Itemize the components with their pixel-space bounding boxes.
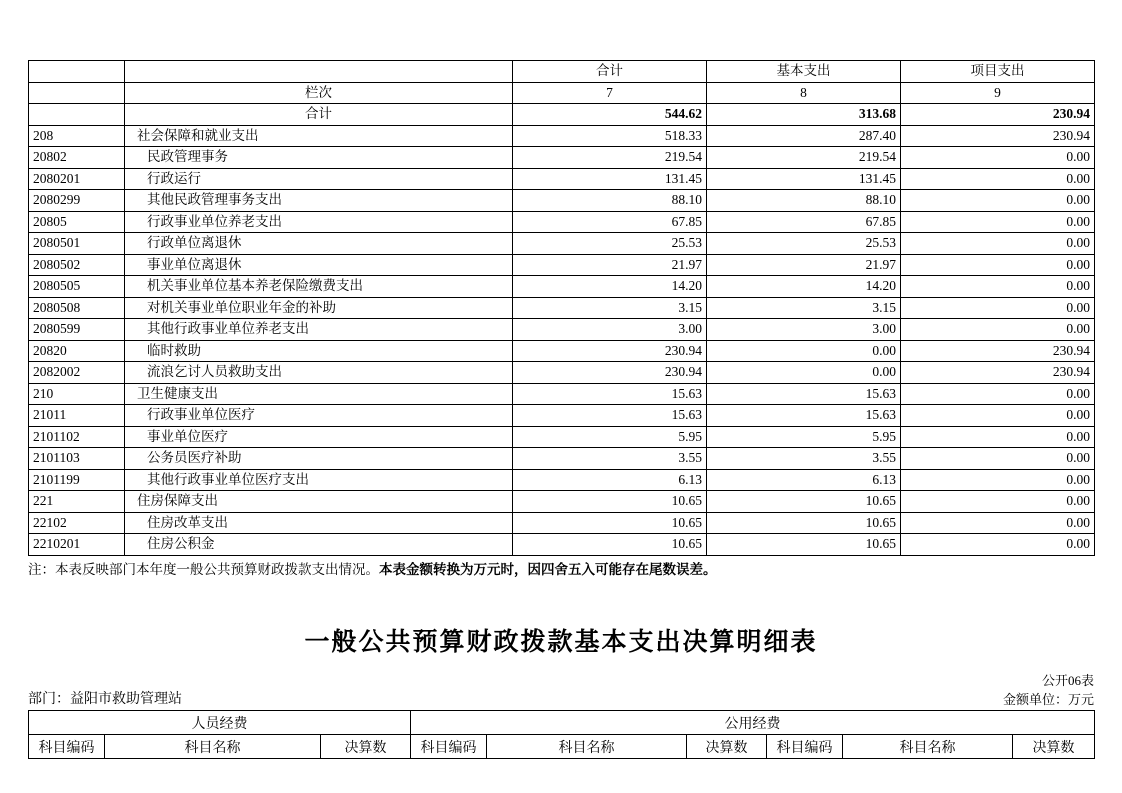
table-row bbox=[29, 168, 1095, 190]
cell-subject-name: 行政事业单位养老支出 bbox=[125, 211, 513, 233]
cell-total: 3.55 bbox=[513, 448, 707, 470]
cell-subject-code: 2101103 bbox=[29, 448, 125, 470]
cell-basic: 21.97 bbox=[707, 254, 901, 276]
total-blank bbox=[29, 104, 125, 126]
cell-subject-code: 208 bbox=[29, 125, 125, 147]
cell-project: 0.00 bbox=[901, 448, 1095, 470]
table-row bbox=[29, 383, 1095, 405]
cell-total: 25.53 bbox=[513, 233, 707, 255]
cell-project: 0.00 bbox=[901, 168, 1095, 190]
cell-basic: 6.13 bbox=[707, 469, 901, 491]
basic-expenditure-detail-table bbox=[28, 710, 1095, 759]
table-row bbox=[29, 448, 1095, 470]
cell-subject-code: 2210201 bbox=[29, 534, 125, 556]
cell-subject-name: 社会保障和就业支出 bbox=[125, 125, 513, 147]
table-row bbox=[29, 491, 1095, 513]
table-row bbox=[29, 426, 1095, 448]
cell-basic: 15.63 bbox=[707, 383, 901, 405]
col-header-name-3: 科目名称 bbox=[843, 735, 1013, 759]
cell-subject-code: 2082002 bbox=[29, 362, 125, 384]
cell-total: 230.94 bbox=[513, 340, 707, 362]
table-row bbox=[29, 512, 1095, 534]
cell-subject-name: 民政管理事务 bbox=[125, 147, 513, 169]
table-row bbox=[29, 190, 1095, 212]
cell-basic: 131.45 bbox=[707, 168, 901, 190]
cell-subject-code: 221 bbox=[29, 491, 125, 513]
cell-subject-name: 住房改革支出 bbox=[125, 512, 513, 534]
cell-total: 5.95 bbox=[513, 426, 707, 448]
header-blank-code bbox=[29, 61, 125, 83]
cell-project: 0.00 bbox=[901, 512, 1095, 534]
amount-unit-label: 金额单位：万元 bbox=[1002, 692, 1094, 708]
header-project: 项目支出 bbox=[901, 61, 1095, 83]
cell-project: 0.00 bbox=[901, 297, 1095, 319]
cell-project: 230.94 bbox=[901, 340, 1095, 362]
budget-expenditure-table bbox=[28, 60, 1095, 556]
col-header-name-1: 科目名称 bbox=[105, 735, 321, 759]
cell-project: 0.00 bbox=[901, 469, 1095, 491]
cell-total: 14.20 bbox=[513, 276, 707, 298]
table-row bbox=[29, 405, 1095, 427]
total-project: 230.94 bbox=[901, 104, 1095, 126]
col-number-7: 7 bbox=[513, 82, 707, 104]
col-header-name-2: 科目名称 bbox=[487, 735, 687, 759]
cell-basic: 3.15 bbox=[707, 297, 901, 319]
col-number-9: 9 bbox=[901, 82, 1095, 104]
cell-total: 219.54 bbox=[513, 147, 707, 169]
cell-subject-name: 机关事业单位基本养老保险缴费支出 bbox=[125, 276, 513, 298]
table-row bbox=[29, 362, 1095, 384]
cell-basic: 14.20 bbox=[707, 276, 901, 298]
cell-subject-name: 住房保障支出 bbox=[125, 491, 513, 513]
cell-project: 230.94 bbox=[901, 125, 1095, 147]
cell-basic: 67.85 bbox=[707, 211, 901, 233]
cell-subject-name: 临时救助 bbox=[125, 340, 513, 362]
cell-total: 10.65 bbox=[513, 534, 707, 556]
table-row bbox=[29, 297, 1095, 319]
table-row bbox=[29, 319, 1095, 341]
cell-project: 0.00 bbox=[901, 491, 1095, 513]
cell-basic: 10.65 bbox=[707, 534, 901, 556]
cell-total: 3.15 bbox=[513, 297, 707, 319]
cell-project: 0.00 bbox=[901, 319, 1095, 341]
cell-subject-code: 20805 bbox=[29, 211, 125, 233]
cell-subject-name: 其他行政事业单位医疗支出 bbox=[125, 469, 513, 491]
cell-basic: 287.40 bbox=[707, 125, 901, 147]
header-blank-name bbox=[125, 61, 513, 83]
cell-subject-code: 21011 bbox=[29, 405, 125, 427]
table-row bbox=[29, 147, 1095, 169]
col-header-code-3: 科目编码 bbox=[767, 735, 843, 759]
table-row bbox=[29, 534, 1095, 556]
form-number: 公开06表 bbox=[1041, 673, 1094, 689]
cell-total: 131.45 bbox=[513, 168, 707, 190]
cell-basic: 0.00 bbox=[707, 362, 901, 384]
table-row bbox=[29, 211, 1095, 233]
total-sum: 544.62 bbox=[513, 104, 707, 126]
cell-subject-code: 210 bbox=[29, 383, 125, 405]
cell-subject-name: 公务员医疗补助 bbox=[125, 448, 513, 470]
cell-subject-name: 流浪乞讨人员救助支出 bbox=[125, 362, 513, 384]
col-label-blank bbox=[29, 82, 125, 104]
col-header-amount-2: 决算数 bbox=[687, 735, 767, 759]
cell-basic: 10.65 bbox=[707, 491, 901, 513]
cell-basic: 219.54 bbox=[707, 147, 901, 169]
col-header-code-2: 科目编码 bbox=[411, 735, 487, 759]
cell-total: 230.94 bbox=[513, 362, 707, 384]
column-header-row bbox=[29, 735, 1095, 759]
cell-subject-code: 2080508 bbox=[29, 297, 125, 319]
cell-subject-code: 2101102 bbox=[29, 426, 125, 448]
cell-total: 67.85 bbox=[513, 211, 707, 233]
cell-project: 0.00 bbox=[901, 405, 1095, 427]
cell-total: 10.65 bbox=[513, 491, 707, 513]
table-row bbox=[29, 254, 1095, 276]
cell-subject-code: 2080505 bbox=[29, 276, 125, 298]
page-title: 一般公共预算财政拨款基本支出决算明细表 bbox=[304, 629, 818, 657]
col-header-amount-3: 决算数 bbox=[1013, 735, 1095, 759]
cell-subject-name: 住房公积金 bbox=[125, 534, 513, 556]
cell-total: 518.33 bbox=[513, 125, 707, 147]
cell-subject-name: 事业单位离退休 bbox=[125, 254, 513, 276]
cell-total: 3.00 bbox=[513, 319, 707, 341]
table-header-row bbox=[29, 61, 1095, 83]
cell-subject-name: 其他行政事业单位养老支出 bbox=[125, 319, 513, 341]
cell-subject-code: 20802 bbox=[29, 147, 125, 169]
cell-basic: 3.00 bbox=[707, 319, 901, 341]
total-basic: 313.68 bbox=[707, 104, 901, 126]
table-row bbox=[29, 233, 1095, 255]
cell-project: 0.00 bbox=[901, 383, 1095, 405]
cell-subject-code: 22102 bbox=[29, 512, 125, 534]
col-header-code-1: 科目编码 bbox=[29, 735, 105, 759]
header-basic: 基本支出 bbox=[707, 61, 901, 83]
col-label-lanci: 栏次 bbox=[125, 82, 513, 104]
cell-total: 88.10 bbox=[513, 190, 707, 212]
cell-subject-name: 行政运行 bbox=[125, 168, 513, 190]
group-header-row bbox=[29, 711, 1095, 735]
cell-subject-code: 20820 bbox=[29, 340, 125, 362]
table-note bbox=[28, 561, 1094, 579]
cell-basic: 25.53 bbox=[707, 233, 901, 255]
table-row bbox=[29, 340, 1095, 362]
col-header-amount-1: 决算数 bbox=[321, 735, 411, 759]
cell-subject-name: 其他民政管理事务支出 bbox=[125, 190, 513, 212]
section2-meta bbox=[28, 670, 1094, 708]
cell-subject-code: 2080201 bbox=[29, 168, 125, 190]
cell-subject-code: 2080502 bbox=[29, 254, 125, 276]
cell-project: 0.00 bbox=[901, 233, 1095, 255]
cell-subject-code: 2080501 bbox=[29, 233, 125, 255]
table-row bbox=[29, 125, 1095, 147]
table-row bbox=[29, 276, 1095, 298]
cell-project: 0.00 bbox=[901, 190, 1095, 212]
cell-subject-code: 2080599 bbox=[29, 319, 125, 341]
cell-project: 0.00 bbox=[901, 147, 1095, 169]
cell-basic: 3.55 bbox=[707, 448, 901, 470]
table-row bbox=[29, 469, 1095, 491]
cell-project: 0.00 bbox=[901, 534, 1095, 556]
column-number-row bbox=[29, 82, 1095, 104]
cell-subject-name: 卫生健康支出 bbox=[125, 383, 513, 405]
cell-project: 0.00 bbox=[901, 276, 1095, 298]
col-number-8: 8 bbox=[707, 82, 901, 104]
cell-total: 21.97 bbox=[513, 254, 707, 276]
cell-subject-code: 2080299 bbox=[29, 190, 125, 212]
cell-basic: 88.10 bbox=[707, 190, 901, 212]
cell-basic: 10.65 bbox=[707, 512, 901, 534]
cell-total: 10.65 bbox=[513, 512, 707, 534]
group-header-public: 公用经费 bbox=[411, 711, 1095, 735]
note-prefix: 注：本表反映部门本年度一般公共预算财政拨款支出情况。 bbox=[28, 561, 379, 577]
cell-total: 6.13 bbox=[513, 469, 707, 491]
table-body bbox=[29, 61, 1095, 556]
cell-project: 0.00 bbox=[901, 254, 1095, 276]
cell-project: 0.00 bbox=[901, 211, 1095, 233]
cell-basic: 15.63 bbox=[707, 405, 901, 427]
detail-table-body bbox=[29, 711, 1095, 759]
cell-subject-name: 对机关事业单位职业年金的补助 bbox=[125, 297, 513, 319]
cell-subject-name: 事业单位医疗 bbox=[125, 426, 513, 448]
cell-project: 230.94 bbox=[901, 362, 1095, 384]
department-label: 部门：益阳市救助管理站 bbox=[28, 692, 182, 708]
cell-total: 15.63 bbox=[513, 405, 707, 427]
total-label: 合计 bbox=[125, 104, 513, 126]
cell-total: 15.63 bbox=[513, 383, 707, 405]
header-total: 合计 bbox=[513, 61, 707, 83]
cell-subject-code: 2101199 bbox=[29, 469, 125, 491]
cell-subject-name: 行政事业单位医疗 bbox=[125, 405, 513, 427]
note-bold: 本表金额转换为万元时，因四舍五入可能存在尾数误差。 bbox=[379, 561, 717, 577]
cell-subject-name: 行政单位离退休 bbox=[125, 233, 513, 255]
total-row bbox=[29, 104, 1095, 126]
cell-project: 0.00 bbox=[901, 426, 1095, 448]
cell-basic: 0.00 bbox=[707, 340, 901, 362]
group-header-personnel: 人员经费 bbox=[29, 711, 411, 735]
cell-basic: 5.95 bbox=[707, 426, 901, 448]
